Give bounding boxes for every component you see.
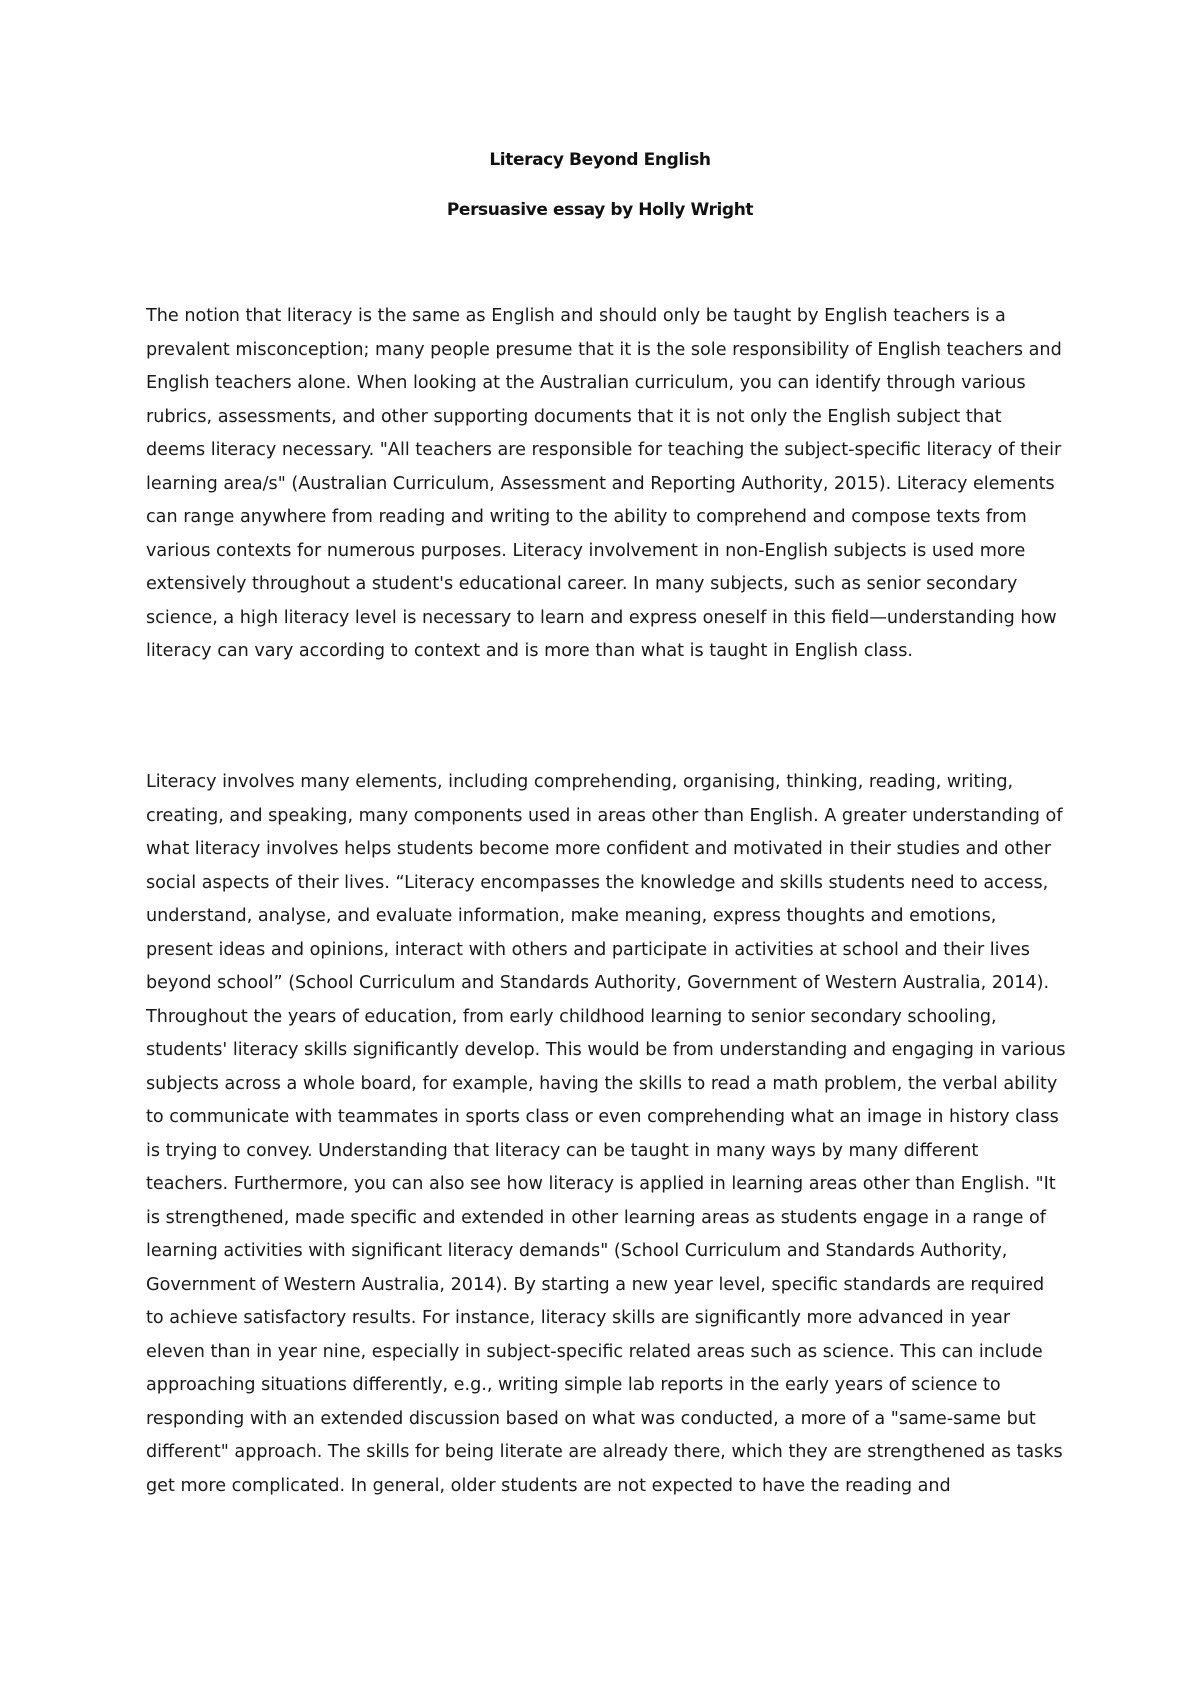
document-subtitle: Persuasive essay by Holly Wright [446,200,754,220]
paragraph-1: The notion that literacy is the same as English and should only be taught by English teachers is a prevalent misconception; many people presume that it is the sole responsibility of English teachers and English teachers alone. When looking at the Australian curriculum, you can identify through various rubrics, assessments, and other supporting documents that it is not only the English subject that deems literacy necessary. "All teachers are responsible for teaching the subject-specific literacy of their learning area/s" (Australian Curriculum, Assessment and Reporting Authority, 2015). Literacy elements can range anywhere from reading and writing to the ability to comprehend and compose texts from various contexts for numerous purposes. Literacy involvement in non-English subjects is used more extensively throughout a student's educational career. In many subjects, such as senior secondary science, a high literacy level is necessary to learn and express oneself in this field—understanding how literacy can vary according to context and is more than what is taught in English class. [146,306,1062,661]
document-title: Literacy Beyond English [489,150,711,170]
paragraph-2: Literacy involves many elements, including comprehending, organising, thinking, reading, writing, creating, and speaking, many components used in areas other than English. A greater understanding of what literacy involves helps students become more confident and motivated in their studies and other social aspects of their lives. “Literacy encompasses the knowledge and skills students need to access, understand, analyse, and evaluate information, make meaning, express thoughts and emotions, present ideas and opinions, interact with others and participate in activities at school and their lives beyond school” (School Curriculum and Standards Authority, Government of Western Australia, 2014). Throughout the years of education, from early childhood learning to senior secondary schooling, students' literacy skills significantly develop. This would be from understanding and engaging in various subjects across a whole board, for example, having the skills to read a math problem, the verbal ability to communicate with teammates in sports class or even comprehending what an image in history class is trying to convey. Understanding that literacy can be taught in many ways by many different teachers. Furthermore, you can also see how literacy is applied in learning areas other than English. "It is strengthened, made specific and extended in other learning areas as students engage in a range of learning activities with significant literacy demands" (School Curriculum and Standards Authority, Government of Western Australia, 2014). By starting a new year level, specific standards are required to achieve satisfactory results. For instance, literacy skills are significantly more advanced in year eleven than in year nine, especially in subject-specific related areas such as science. This can include approaching situations differently, e.g., writing simple lab reports in the early years of science to responding with an extended discussion based on what was conducted, a more of a "same-same but different" approach. The skills for being literate are already there, which they are strengthened as tasks get more complicated. In general, older students are not expected to have the reading and [146,772,1066,1496]
